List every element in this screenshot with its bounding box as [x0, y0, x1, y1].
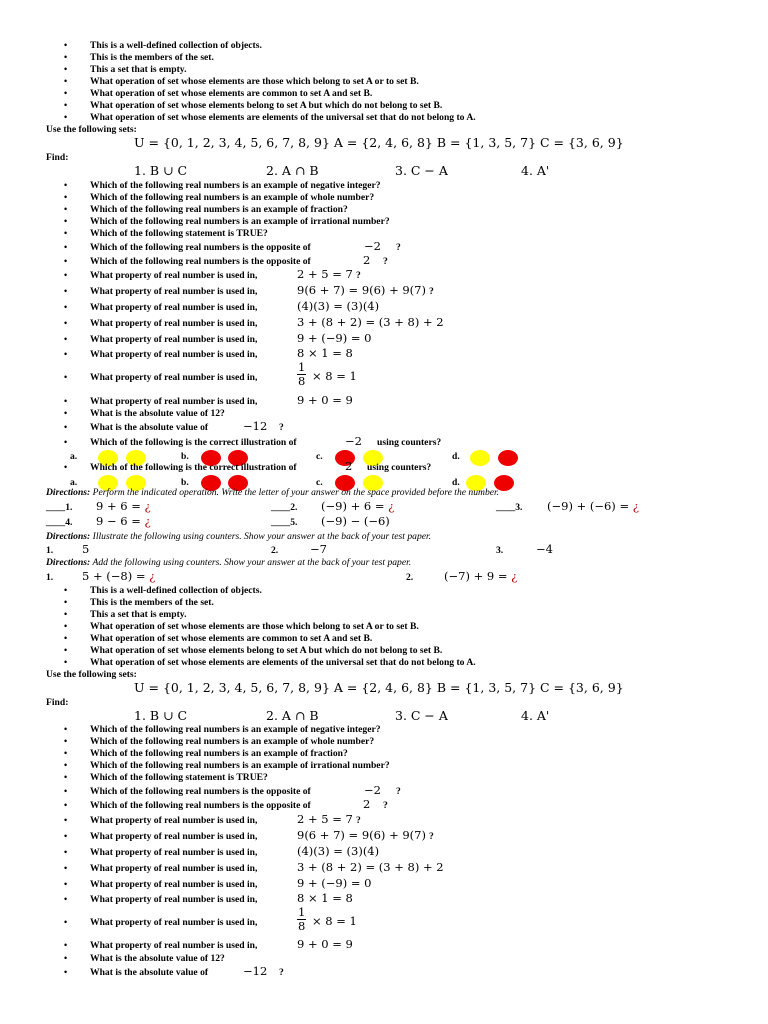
illus-number: 1.: [46, 545, 54, 556]
find-item: 1. B ∪ C: [134, 708, 188, 723]
find-label: Find:: [46, 152, 69, 163]
add-number: 2.: [406, 572, 414, 583]
counter-suffix: using counters?: [377, 437, 442, 448]
find-item: 4. A': [521, 163, 550, 178]
fraction: $\frac{1}{8}$: [298, 360, 306, 388]
use-sets-label: Use the following sets:: [46, 124, 137, 135]
choice-label: d.: [452, 477, 460, 488]
math-expr: 9 + (−9) = 0: [297, 876, 372, 890]
question-mark: ?: [396, 786, 401, 797]
directions-3: Directions: Add the following using counters. Show your answer at the back of your test paper.: [46, 557, 412, 568]
choice-label: a.: [70, 477, 78, 488]
op-number: ____4.: [46, 517, 73, 528]
illus-value: −4: [536, 542, 553, 556]
math-expr: 2: [363, 797, 371, 811]
math-expr: (4)(3) = (3)(4): [297, 844, 380, 858]
op-expr: 9 − 6 = ¿: [96, 514, 151, 528]
choice-label: c.: [316, 451, 323, 462]
math-expr: 3 + (8 + 2) = (3 + 8) + 2: [297, 315, 444, 329]
find-item: 3. C − A: [395, 163, 448, 178]
math-expr: 9 + (−9) = 0: [297, 331, 372, 345]
illus-value: −7: [310, 542, 327, 556]
question-mark: ?: [383, 800, 388, 811]
math-expr: 2: [363, 253, 371, 267]
op-number: ____3.: [496, 502, 523, 513]
choice-label: c.: [316, 477, 323, 488]
question-mark: ?: [429, 286, 434, 297]
math-expr: −2: [345, 434, 362, 448]
sets-math: U = {0, 1, 2, 3, 4, 5, 6, 7, 8, 9} A = {2, 4, 6, 8} B = {1, 3, 5, 7} C = {3, 6, 9}: [134, 135, 624, 150]
find-item: 2. A ∩ B: [266, 163, 319, 178]
question-mark: ?: [396, 242, 401, 253]
question-mark: ?: [356, 270, 361, 281]
illus-number: 2.: [271, 545, 279, 556]
math-expr: −2: [364, 783, 381, 797]
add-number: 1.: [46, 572, 54, 583]
math-expr: 2 + 5 = 7: [297, 812, 353, 826]
math-expr: −12: [243, 419, 268, 433]
math-expr: 3 + (8 + 2) = (3 + 8) + 2: [297, 860, 444, 874]
math-expr: 8 × 1 = 8: [297, 346, 353, 360]
fraction: $\frac{1}{8}$: [298, 905, 306, 933]
find-label: Find:: [46, 697, 69, 708]
add-expr: (−7) + 9 = ¿: [444, 569, 518, 583]
question-mark: ?: [429, 831, 434, 842]
choice-label: b.: [181, 451, 189, 462]
question-mark: ?: [356, 815, 361, 826]
math-expr: 9 + 0 = 9: [297, 393, 353, 407]
use-sets-label: Use the following sets:: [46, 669, 137, 680]
math-expr: −12: [243, 964, 268, 978]
choice-label: b.: [181, 477, 189, 488]
math-expr: × 8 = 1: [312, 914, 357, 928]
math-expr: 2 + 5 = 7: [297, 267, 353, 281]
find-item: 3. C − A: [395, 708, 448, 723]
illus-value: 5: [82, 542, 90, 556]
illus-number: 3.: [496, 545, 504, 556]
math-expr: 2: [345, 459, 353, 473]
yellow-counter: [470, 450, 490, 466]
op-expr: (−9) + (−6) = ¿: [547, 499, 639, 513]
question-mark: ?: [279, 967, 284, 978]
find-item: 1. B ∪ C: [134, 163, 188, 178]
op-expr: (−9) + 6 = ¿: [321, 499, 395, 513]
choice-label: d.: [452, 451, 460, 462]
directions-2: Directions: Illustrate the following using counters. Show your answer at the back of your test paper.: [46, 531, 432, 542]
op-expr: (−9) − (−6): [321, 514, 390, 528]
math-expr: 9 + 0 = 9: [297, 937, 353, 951]
sets-math: U = {0, 1, 2, 3, 4, 5, 6, 7, 8, 9} A = {2, 4, 6, 8} B = {1, 3, 5, 7} C = {3, 6, 9}: [134, 680, 624, 695]
choice-label: a.: [70, 451, 78, 462]
op-number: ____1.: [46, 502, 73, 513]
directions-1: Directions: Perform the indicated operation. Write the letter of your answer on the space provided before the number.: [46, 487, 500, 498]
find-item: 2. A ∩ B: [266, 708, 319, 723]
counter-suffix: using counters?: [367, 462, 432, 473]
math-expr: −2: [364, 239, 381, 253]
math-expr: 9(6 + 7) = 9(6) + 9(7): [297, 283, 426, 297]
red-counter: [498, 450, 518, 466]
question-mark: ?: [279, 422, 284, 433]
op-number: ____5.: [271, 517, 298, 528]
math-expr: 8 × 1 = 8: [297, 891, 353, 905]
question-mark: ?: [383, 256, 388, 267]
op-expr: 9 + 6 = ¿: [96, 499, 151, 513]
math-expr: (4)(3) = (3)(4): [297, 299, 380, 313]
math-expr: 9(6 + 7) = 9(6) + 9(7): [297, 828, 426, 842]
find-item: 4. A': [521, 708, 550, 723]
math-expr: × 8 = 1: [312, 369, 357, 383]
op-number: ____2.: [271, 502, 298, 513]
add-expr: 5 + (−8) = ¿: [82, 569, 156, 583]
